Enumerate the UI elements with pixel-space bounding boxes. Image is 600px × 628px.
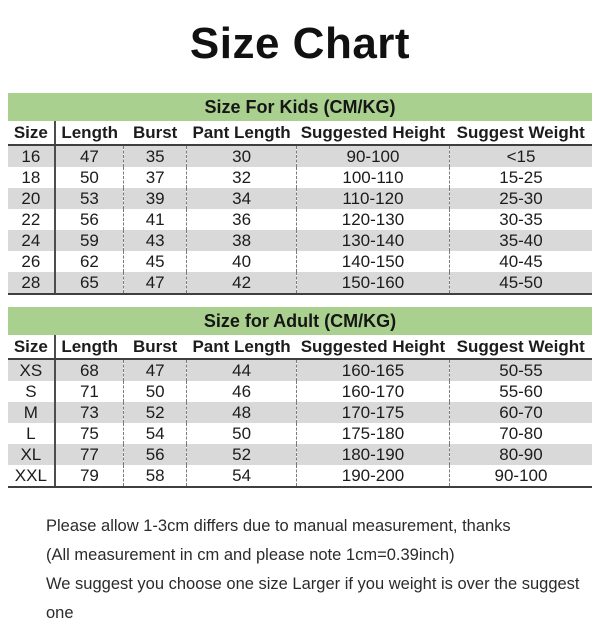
table-cell: 47	[124, 359, 187, 381]
table-cell: 20	[21, 188, 41, 208]
table-cell: 110-120	[296, 188, 449, 209]
table-cell: 43	[124, 230, 187, 251]
column-header: Length	[55, 335, 124, 359]
column-header: Pant Length	[187, 121, 297, 145]
table-cell: 15-25	[449, 167, 592, 188]
table-cell: 44	[187, 359, 297, 381]
table-cell: 48	[187, 402, 297, 423]
table-row	[8, 230, 592, 251]
table-cell: 38	[187, 230, 297, 251]
table-cell: 35-40	[449, 230, 592, 251]
column-header: Size	[8, 121, 55, 145]
table-row	[8, 145, 592, 167]
table-cell: 50	[124, 381, 187, 402]
table-cell: 42	[187, 272, 297, 294]
table-cell: 77	[55, 444, 124, 465]
kids-size-table	[8, 121, 592, 295]
table-cell: <15	[449, 145, 592, 167]
table-cell: 160-170	[296, 381, 449, 402]
table-cell: 58	[124, 465, 187, 487]
table-cell: 90-100	[296, 145, 449, 167]
table-row	[8, 465, 592, 487]
table-cell: S	[25, 381, 37, 401]
table-cell: 62	[55, 251, 124, 272]
column-header: Suggest Weight	[449, 121, 592, 145]
table-cell: 52	[124, 402, 187, 423]
table-cell: 46	[187, 381, 297, 402]
table-cell: 45-50	[449, 272, 592, 294]
table-cell: 65	[55, 272, 124, 294]
note-line-3: We suggest you choose one size Larger if you weight is over the suggest one	[46, 575, 580, 622]
table-cell: 50-55	[449, 359, 592, 381]
table-cell: 24	[21, 230, 41, 250]
table-cell: 40-45	[449, 251, 592, 272]
table-cell: 150-160	[296, 272, 449, 294]
table-cell: 54	[187, 465, 297, 487]
column-header: Suggested Height	[296, 335, 449, 359]
column-header: Burst	[124, 121, 187, 145]
table-cell: 100-110	[296, 167, 449, 188]
column-header: Size	[8, 335, 55, 359]
note-line-2: (All measurement in cm and please note 1cm=0.39inch)	[46, 546, 455, 564]
table-cell: 50	[55, 167, 124, 188]
table-cell: L	[26, 423, 36, 443]
table-cell: 30	[187, 145, 297, 167]
table-cell: 140-150	[296, 251, 449, 272]
column-header: Suggested Height	[296, 121, 449, 145]
column-header: Length	[55, 121, 124, 145]
page-title: Size Chart	[189, 19, 411, 68]
table-cell: 50	[187, 423, 297, 444]
adult-table-body	[8, 359, 592, 487]
table-cell: 35	[124, 145, 187, 167]
table-row	[8, 359, 592, 381]
table-cell: 39	[124, 188, 187, 209]
table-cell: 34	[187, 188, 297, 209]
table-cell: 160-165	[296, 359, 449, 381]
kids-size-table-section	[8, 93, 592, 295]
adult-table-header-row	[8, 335, 592, 359]
table-cell: 28	[8, 272, 55, 294]
table-row	[8, 251, 592, 272]
table-cell: 36	[187, 209, 297, 230]
adult-table-banner: Size for Adult (CM/KG)	[8, 307, 592, 335]
table-cell: XL	[20, 444, 42, 464]
table-cell: XS	[19, 360, 43, 380]
table-row	[8, 188, 592, 209]
measurement-notes	[46, 512, 580, 628]
table-cell: 53	[55, 188, 124, 209]
table-cell: 180-190	[296, 444, 449, 465]
adult-size-table-section	[8, 307, 592, 488]
table-cell: 52	[187, 444, 297, 465]
table-cell: 40	[187, 251, 297, 272]
kids-table-banner: Size For Kids (CM/KG)	[8, 93, 592, 121]
table-cell: 45	[124, 251, 187, 272]
table-cell: 16	[21, 146, 41, 166]
table-cell: M	[23, 402, 38, 422]
table-cell: 73	[55, 402, 124, 423]
table-cell: 79	[55, 465, 124, 487]
table-cell: 59	[55, 230, 124, 251]
table-cell: 60-70	[449, 402, 592, 423]
table-cell: 75	[55, 423, 124, 444]
table-cell: 47	[124, 272, 187, 294]
table-cell: 22	[21, 209, 41, 229]
table-cell: 190-200	[296, 465, 449, 487]
table-cell: 41	[124, 209, 187, 230]
table-cell: 130-140	[296, 230, 449, 251]
table-cell: XXL	[8, 465, 55, 487]
note-line-1: Please allow 1-3cm differs due to manual measurement, thanks	[46, 517, 511, 535]
table-cell: 56	[124, 444, 187, 465]
table-row	[8, 444, 592, 465]
column-header: Pant Length	[187, 335, 297, 359]
table-cell: 90-100	[449, 465, 592, 487]
table-cell: 71	[55, 381, 124, 402]
table-cell: 55-60	[449, 381, 592, 402]
table-cell: 26	[21, 251, 41, 271]
column-header: Suggest Weight	[449, 335, 592, 359]
table-cell: 18	[21, 167, 41, 187]
table-cell: 80-90	[449, 444, 592, 465]
table-cell: 54	[124, 423, 187, 444]
kids-table-header-row	[8, 121, 592, 145]
column-header: Burst	[124, 335, 187, 359]
table-cell: 37	[124, 167, 187, 188]
table-cell: 30-35	[449, 209, 592, 230]
table-row	[8, 167, 592, 188]
table-cell: 68	[55, 359, 124, 381]
table-cell: 25-30	[449, 188, 592, 209]
table-cell: 70-80	[449, 423, 592, 444]
table-row	[8, 402, 592, 423]
table-row	[8, 381, 592, 402]
table-cell: 56	[55, 209, 124, 230]
table-cell: 120-130	[296, 209, 449, 230]
table-cell: 32	[187, 167, 297, 188]
table-row	[8, 209, 592, 230]
table-cell: 175-180	[296, 423, 449, 444]
table-row	[8, 423, 592, 444]
table-cell: 47	[55, 145, 124, 167]
table-row	[8, 272, 592, 294]
table-cell: 170-175	[296, 402, 449, 423]
adult-size-table	[8, 335, 592, 488]
kids-table-body	[8, 145, 592, 294]
